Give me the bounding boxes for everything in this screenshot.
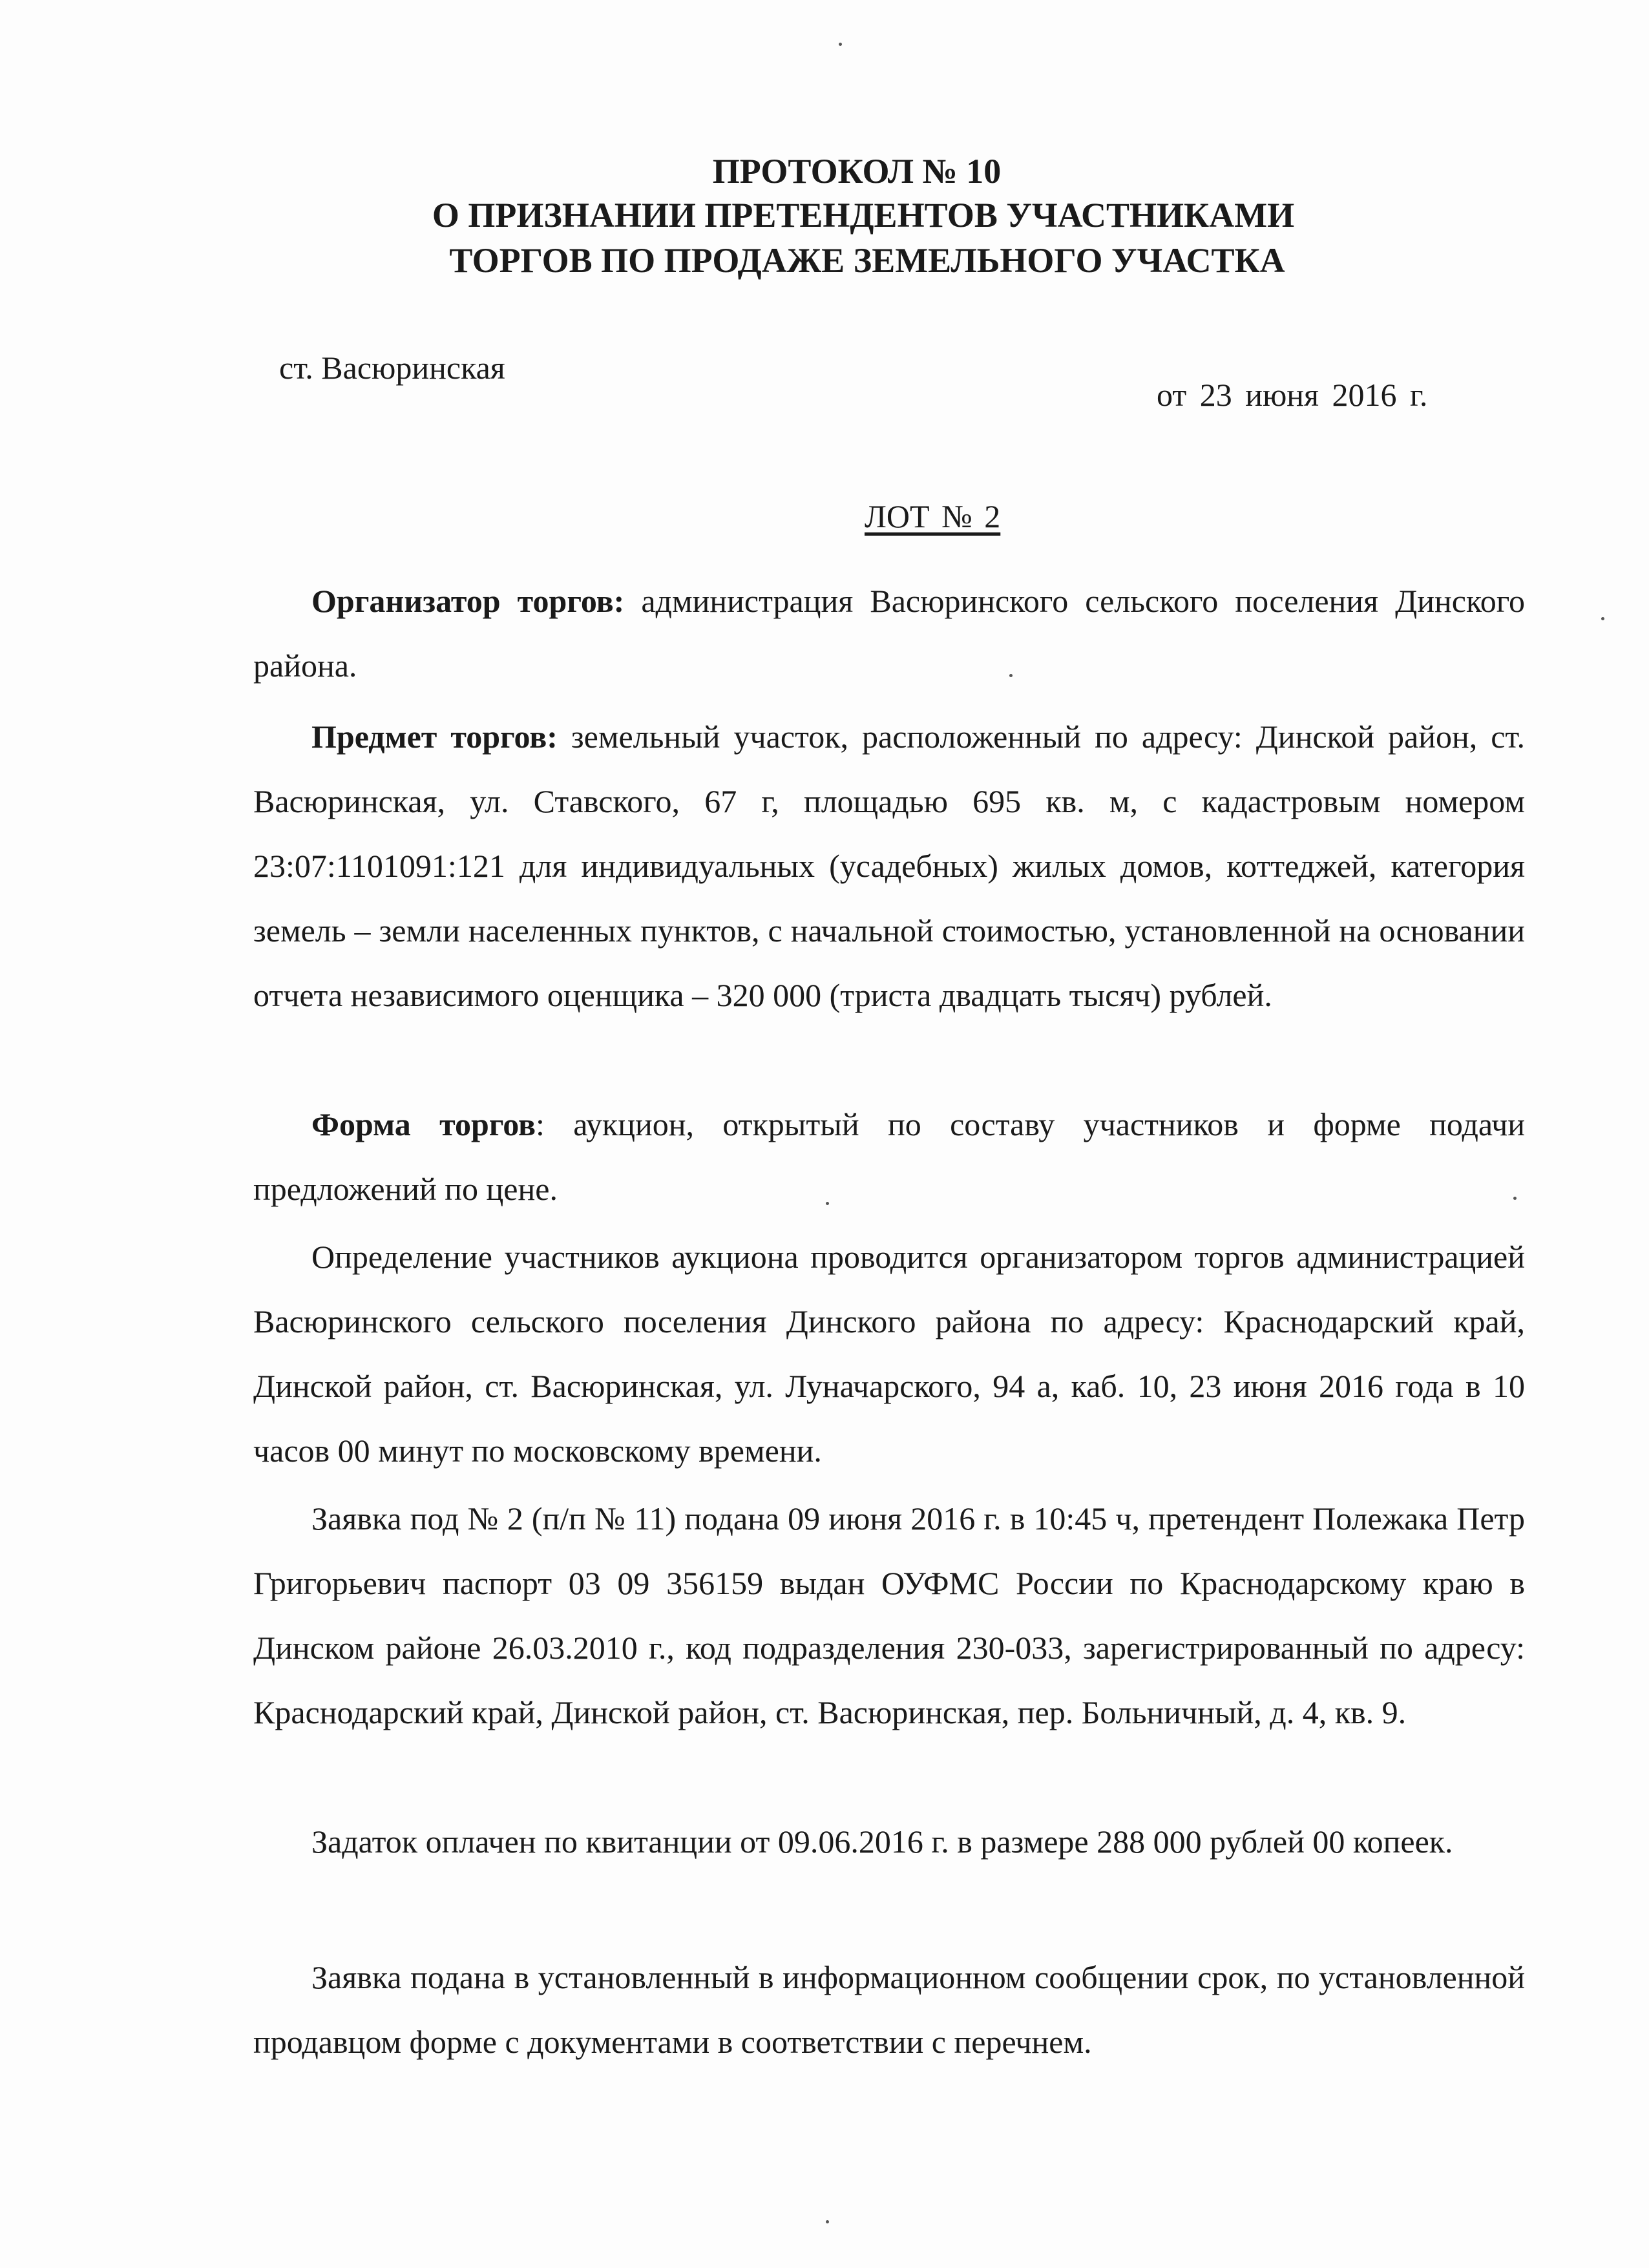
lot-number: ЛОТ № 2 [865, 498, 1001, 534]
protocol-subtitle-line-1: О ПРИЗНАНИИ ПРЕТЕНДЕНТОВ УЧАСТНИКАМИ [432, 196, 1295, 235]
protocol-date: от 23 июня 2016 г. [1157, 377, 1428, 413]
submission-paragraph: Заявка подана в установленный в информационном сообщении срок, по установленной продавцом форме с документами в соответствии с перечнем. [253, 1959, 1525, 2060]
scan-speck [826, 1202, 829, 1205]
organizer-label: Организатор торгов: [311, 583, 625, 619]
subject-paragraph [253, 704, 1525, 1027]
scan-speck [839, 43, 842, 46]
form-label: Форма торгов [311, 1106, 536, 1142]
application-paragraph: Заявка под № 2 (п/п № 11) подана 09 июня 2016 г. в 10:45 ч, претендент Полежака Петр Григорьевич паспорт 03 09 356159 выдан ОУФМС России по Краснодарскому краю в Динском районе 26.03.2010 г., код подразделения 230-033, зарегистрированный по адресу: Краснодарский край, Динской район, ст. Васюринская, пер. Больничный, д. 4, кв. 9. [253, 1500, 1525, 1730]
scan-speck [1601, 617, 1604, 620]
protocol-title: ПРОТОКОЛ № 10 [712, 152, 1002, 191]
subject-label: Предмет торгов: [311, 719, 558, 755]
determination-paragraph: Определение участников аукциона проводится организатором торгов администрацией Васюринского сельского поселения Динского района по адресу: Краснодарский край, Динской район, ст. Васюринская, ул. Луначарского, 94 а, каб. 10, 23 июня 2016 года в 10 часов 00 минут по московскому времени. [253, 1239, 1525, 1469]
place-of-issue: ст. Васюринская [279, 350, 505, 386]
deposit-paragraph: Задаток оплачен по квитанции от 09.06.2016 г. в размере 288 000 рублей 00 копеек. [311, 1823, 1453, 1860]
scan-speck [826, 2220, 829, 2223]
form-paragraph [253, 1092, 1525, 1221]
scan-speck [1009, 674, 1013, 677]
organizer-text: администрация Васюринского сельского поселения Динского района. [253, 583, 1525, 684]
protocol-subtitle-line-2: ТОРГОВ ПО ПРОДАЖЕ ЗЕМЕЛЬНОГО УЧАСТКА [449, 241, 1285, 280]
scan-speck [1513, 1197, 1517, 1200]
organizer-paragraph [253, 569, 1525, 698]
subject-text: земельный участок, расположенный по адресу: Динской район, ст. Васюринская, ул. Ставского, 67 г, площадью 695 кв. м, с кадастровым номером 23:07:1101091:121 для индивидуальных (усадебных) жилых домов, коттеджей, категория земель – земли населенных пунктов, с начальной стоимостью, установленной на основании отчета независимого оценщика – 320 000 (триста двадцать тысяч) рублей. [253, 719, 1525, 1013]
form-text: : аукцион, открытый по составу участников и форме подачи предложений по цене. [253, 1106, 1526, 1207]
